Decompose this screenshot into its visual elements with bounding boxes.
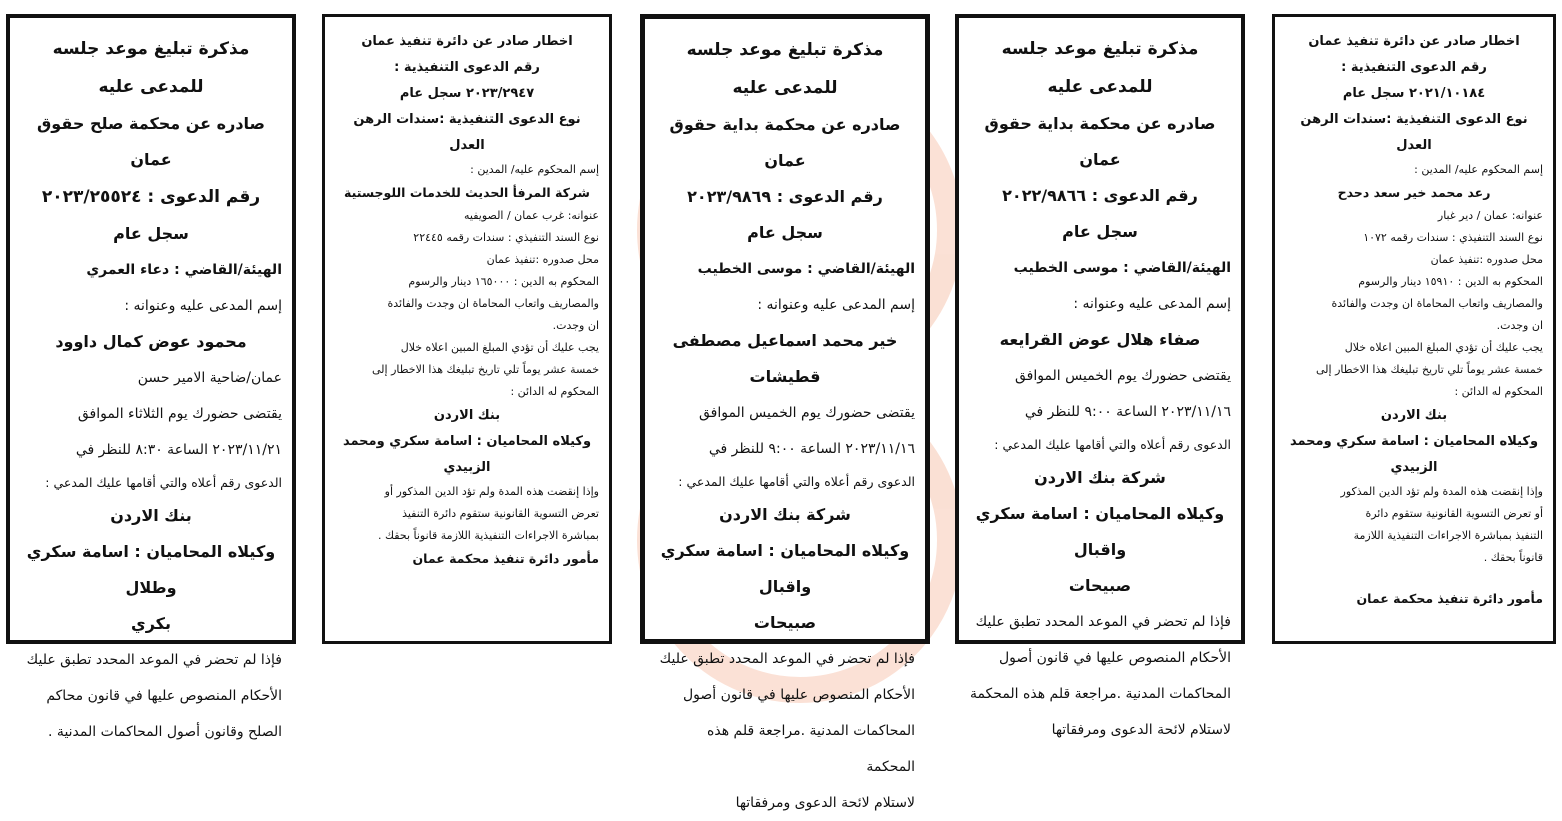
body-line: يقتضى حضورك يوم الخميس الموافق (1014, 368, 1231, 384)
notice-summons-3 (955, 14, 1245, 738)
bond-type: نوع السند التنفيذي : سندات رقمه ١٠٧٢ (1363, 231, 1543, 244)
payment-line: يجب عليك أن تؤدي المبلغ المبين اعلاه خلال (1344, 341, 1543, 354)
amount-line: والمصاريف واتعاب المحاماة ان وجدت والفائدة (387, 297, 599, 310)
bond-type: نوع السند التنفيذي : سندات رقمه ٢٢٤٤٥ (413, 231, 599, 244)
case-label: رقم الدعوى التنفيذية : (394, 60, 540, 75)
debtor-name: شركة المرفأ الحديث للخدمات اللوجستية (344, 185, 590, 200)
defendant-label: إسم المدعى عليه وعنوانه : (757, 297, 915, 313)
payment-line: المحكوم له الدائن : (510, 385, 599, 398)
court-name: صادره عن محكمة بداية حقوق عمان (984, 114, 1216, 169)
debtor-name: رعد محمد خير سعد دحدح (1337, 185, 1491, 200)
notice-summons-2 (640, 14, 930, 811)
debtor-address: عنوانه: غرب عمان / الصويفيه (464, 209, 599, 222)
registry: سجل عام (1062, 222, 1138, 241)
case-number: ٢٠٢٣/٢٩٤٧ سجل عام (399, 86, 535, 101)
lawyers: وكيلاه المحاميان : اسامة سكري وطلال (26, 542, 276, 597)
body-line: الدعوى رقم أعلاه والتي أقامها عليك المدعي : (994, 437, 1231, 452)
case-type: نوع الدعوى التنفيذية :سندات الرهن العدل (1300, 112, 1528, 153)
closing-line: الأحكام المنصوص عليها في قانون أصول (682, 687, 915, 703)
body-line: يقتضى حضورك يوم الخميس الموافق (698, 405, 915, 421)
debtor-label: إسم المحكوم عليه/ المدين : (1414, 163, 1543, 176)
lawyers: صبيحات (1068, 576, 1132, 595)
body-line: ٢٠٢٣/١١/١٦ الساعة ٩:٠٠ للنظر في (708, 441, 915, 457)
closing-line: فإذا لم تحضر في الموعد المحدد تطبق عليك (26, 652, 282, 668)
case-type: نوع الدعوى التنفيذية :سندات الرهن العدل (353, 112, 581, 153)
plaintiff-name: شركة بنك الاردن (1034, 468, 1166, 487)
body-line: الدعوى رقم أعلاه والتي أقامها عليك المدعي : (45, 475, 282, 490)
notice-title: مذكرة تبليغ موعد جلسه للمدعى عليه (1001, 39, 1199, 97)
case-number: ٢٠٢١/١٠١٨٤ سجل عام (1342, 86, 1486, 101)
lawyers: بكري (131, 614, 171, 633)
warning-line: وإذا إنقضت هذه المدة ولم تؤد الدين المذكور (1340, 485, 1543, 498)
notice-title: اخطار صادر عن دائرة تنفيذ عمان (361, 34, 573, 49)
amount-line: ان وجدت. (1496, 319, 1543, 332)
bond-issue: محل صدوره :تنفيذ عمان (1430, 253, 1543, 266)
debtor-label: إسم المحكوم عليه/ المدين : (470, 163, 599, 176)
defendant-name: خير محمد اسماعيل مصطفى قطيشات (672, 331, 898, 386)
warning-line: أو تعرض التسوية القانونية ستقوم دائرة (1365, 507, 1543, 520)
lawyers: الزبيدي (443, 460, 491, 475)
payment-line: يجب عليك أن تؤدي المبلغ المبين اعلاه خلال (400, 341, 599, 354)
signature: مأمور دائرة تنفيذ محكمة عمان (412, 551, 599, 566)
amount-line: المحكوم به الدين : ١٦٥٠٠٠ دينار والرسوم (408, 275, 599, 288)
lawyers: الزبيدي (1390, 460, 1438, 475)
judge: الهيئة/القاضي : موسى الخطيب (1013, 260, 1231, 276)
defendant-label: إسم المدعى عليه وعنوانه : (1073, 296, 1231, 312)
closing-line: المحاكمات المدنية .مراجعة قلم هذه المحكمة (969, 686, 1231, 702)
case-label: رقم الدعوى التنفيذية : (1341, 60, 1487, 75)
closing-line: الأحكام المنصوص عليها في قانون أصول (998, 650, 1231, 666)
registry: سجل عام (113, 224, 189, 243)
lawyers: وكيلاه المحاميان : اسامة سكري واقبال (660, 541, 910, 596)
court-name: صادره عن محكمة بداية حقوق عمان (669, 115, 901, 170)
defendant-name: محمود عوض كمال داوود (55, 332, 247, 351)
notice-title: اخطار صادر عن دائرة تنفيذ عمان (1308, 34, 1520, 49)
lawyers: وكيلاه المحاميان : اسامة سكري ومحمد (342, 434, 592, 449)
plaintiff-name: شركة بنك الاردن (719, 505, 851, 524)
warning-line: بمباشرة الاجراءات التنفيذية اللازمة قانوناً بحقك . (378, 529, 599, 542)
case-number: رقم الدعوى : ٢٠٢٢/٩٨٦٦ (1002, 186, 1198, 205)
notice-execution-1 (322, 14, 612, 644)
case-number: رقم الدعوى : ٢٠٢٣/٩٨٦٩ (687, 187, 883, 206)
signature: مأمور دائرة تنفيذ محكمة عمان (1356, 591, 1543, 606)
closing-line: الصلح وقانون أصول المحاكمات المدنية . (48, 724, 282, 740)
registry: سجل عام (747, 223, 823, 242)
defendant-address: عمان/ضاحية الامير حسن (137, 370, 282, 386)
body-line: ٢٠٢٣/١١/١٦ الساعة ٩:٠٠ للنظر في (1024, 404, 1231, 420)
amount-line: المحكوم به الدين : ١٥٩١٠ دينار والرسوم (1358, 275, 1543, 288)
notice-title: مذكرة تبليغ موعد جلسه للمدعى عليه (686, 40, 884, 98)
court-name: صادره عن محكمة صلح حقوق عمان (36, 114, 266, 169)
creditor-name: بنك الاردن (1380, 408, 1448, 423)
defendant-name: صفاء هلال عوض القرايعه (999, 330, 1201, 349)
notice-summons-1 (6, 14, 296, 740)
payment-line: خمسة عشر يوماً تلي تاريخ تبليغك هذا الاخطار إلى (1316, 363, 1543, 376)
payment-line: خمسة عشر يوماً تلي تاريخ تبليغك هذا الاخطار إلى (372, 363, 599, 376)
payment-line: المحكوم له الدائن : (1454, 385, 1543, 398)
defendant-label: إسم المدعى عليه وعنوانه : (124, 298, 282, 314)
spacer (1285, 569, 1543, 587)
lawyers: وكيلاه المحاميان : اسامة سكري ومحمد (1289, 434, 1539, 449)
judge: الهيئة/القاضي : دعاء العمري (86, 262, 282, 278)
warning-line: التنفيذ بمباشرة الاجراءات التنفيذية اللازمة (1353, 529, 1543, 542)
body-line: الدعوى رقم أعلاه والتي أقامها عليك المدعي : (678, 474, 915, 489)
case-number: رقم الدعوى : ٢٠٢٣/٢٥٥٢٤ (41, 187, 261, 207)
warning-line: تعرض التسوية القانونية ستقوم دائرة التنفيذ (402, 507, 599, 520)
notice-title: مذكرة تبليغ موعد جلسه للمدعى عليه (52, 39, 250, 97)
lawyers: وكيلاه المحاميان : اسامة سكري واقبال (975, 504, 1225, 559)
lawyers: صبيحات (753, 613, 817, 632)
notice-execution-2 (1272, 14, 1556, 644)
closing-line: لاستلام لائحة الدعوى ومرفقاتها (1051, 722, 1231, 738)
closing-line: فإذا لم تحضر في الموعد المحدد تطبق عليك (659, 651, 915, 667)
body-line: ٢٠٢٣/١١/٢١ الساعة ٨:٣٠ للنظر في (75, 442, 282, 458)
debtor-address: عنوانه: عمان / دير غبار (1437, 209, 1543, 222)
bond-issue: محل صدوره :تنفيذ عمان (486, 253, 599, 266)
closing-line: المحاكمات المدنية .مراجعة قلم هذه المحكمة (707, 723, 915, 775)
creditor-name: بنك الاردن (433, 408, 501, 423)
closing-line: فإذا لم تحضر في الموعد المحدد تطبق عليك (975, 614, 1231, 630)
judge: الهيئة/القاضي : موسى الخطيب (697, 261, 915, 277)
plaintiff-name: بنك الاردن (110, 506, 192, 525)
amount-line: والمصاريف واتعاب المحاماة ان وجدت والفائدة (1331, 297, 1543, 310)
body-line: يقتضى حضورك يوم الثلاثاء الموافق (77, 406, 282, 422)
closing-line: الأحكام المنصوص عليها في قانون محاكم (46, 688, 282, 704)
warning-line: وإذا إنقضت هذه المدة ولم تؤد الدين المذكور أو (384, 485, 599, 498)
closing-line: لاستلام لائحة الدعوى ومرفقاتها (735, 795, 915, 811)
warning-line: قانوناً بحقك . (1483, 551, 1543, 564)
amount-line: ان وجدت. (552, 319, 599, 332)
